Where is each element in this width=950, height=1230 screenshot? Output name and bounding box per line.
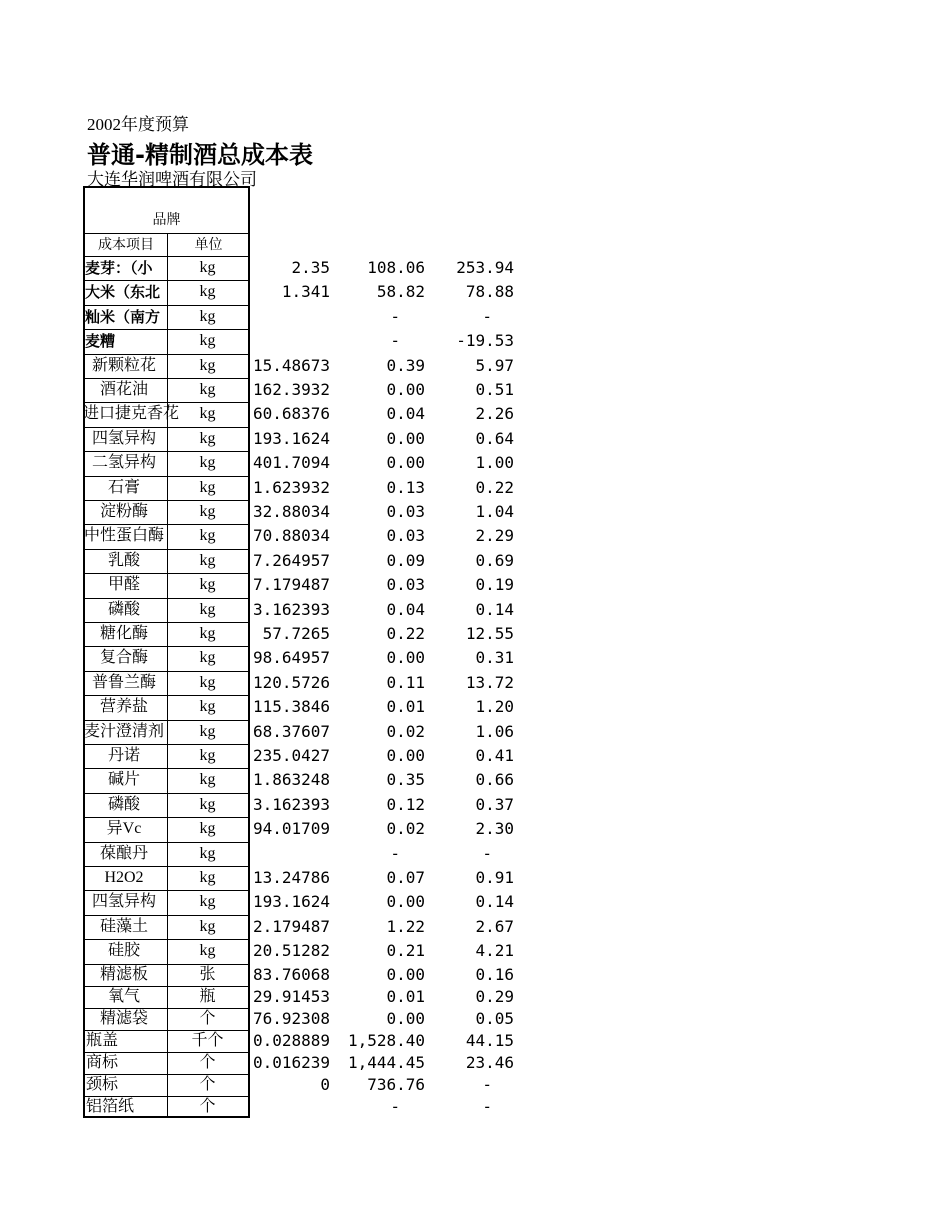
cost-item-name: 商标 xyxy=(86,1053,119,1071)
amount-cell: 23.46 xyxy=(465,1052,514,1072)
unit-cell: kg xyxy=(199,820,216,838)
cost-item-name: 葆酿丹 xyxy=(99,844,148,862)
amount-cell: 0.14 xyxy=(475,599,514,619)
unit-cell: 个 xyxy=(199,1009,216,1027)
unit-price-cell: 94.01709 xyxy=(252,819,330,839)
quantity-cell: - xyxy=(390,843,400,863)
cost-item-name: 硅藻土 xyxy=(99,917,148,935)
amount-cell: 0.05 xyxy=(475,1008,514,1028)
unit-cell: kg xyxy=(199,893,216,911)
unit-price-cell: 7.264957 xyxy=(252,550,330,570)
unit-cell: 张 xyxy=(199,965,216,983)
cost-item-name: 氧气 xyxy=(107,987,140,1005)
amount-cell: 0.91 xyxy=(475,868,514,887)
cost-item-name: 进口捷克香花 xyxy=(83,405,180,423)
brand-label: 品牌 xyxy=(152,212,181,228)
amount-cell: 0.16 xyxy=(475,964,514,984)
unit-cell: kg xyxy=(199,307,216,325)
quantity-cell: 108.06 xyxy=(367,258,425,277)
amount-cell: 253.94 xyxy=(456,258,514,277)
unit-price-cell: 57.7265 xyxy=(262,624,330,643)
cost-item-name: 麦汁澄清剂 xyxy=(83,722,164,740)
cost-item-name: H2O2 xyxy=(104,869,144,886)
company-name: 大连华润啤酒有限公司 xyxy=(87,170,257,189)
unit-price-cell: 162.3932 xyxy=(252,380,330,399)
unit-cell: kg xyxy=(199,698,216,716)
unit-cell: kg xyxy=(199,332,216,350)
unit-price-cell: 0.028889 xyxy=(252,1030,330,1050)
quantity-cell: 0.04 xyxy=(386,404,425,424)
amount-cell: 1.06 xyxy=(475,721,514,741)
unit-price-cell: 2.179487 xyxy=(252,916,330,936)
cost-item-name: 酒花油 xyxy=(99,381,148,398)
unit-cell: 个 xyxy=(199,1075,216,1093)
quantity-cell: 0.00 xyxy=(386,746,425,765)
cost-item-name: 石膏 xyxy=(107,478,140,496)
quantity-cell: 0.00 xyxy=(386,964,425,984)
quantity-cell: 0.39 xyxy=(386,355,425,375)
unit-cell: kg xyxy=(199,600,216,618)
cost-item-name: 四氢异构 xyxy=(91,429,156,447)
amount-cell: 13.72 xyxy=(465,672,514,692)
unit-cell: kg xyxy=(199,771,216,789)
quantity-cell: 0.12 xyxy=(386,794,425,814)
amount-cell: 44.15 xyxy=(465,1030,514,1050)
unit-price-cell xyxy=(250,1096,330,1118)
quantity-cell: 0.00 xyxy=(386,380,425,399)
unit-price-cell xyxy=(250,329,330,353)
unit-price-cell: 0 xyxy=(320,1074,330,1094)
brand-header-cell xyxy=(85,188,248,234)
cost-item-name: 硅胶 xyxy=(107,942,140,960)
quantity-cell: - xyxy=(390,306,400,326)
cost-item-name: 瓶盖 xyxy=(86,1031,119,1049)
unit-cell: kg xyxy=(199,844,216,862)
cost-item-name: 麦糟 xyxy=(85,332,116,351)
cost-item-name: 四氢异构 xyxy=(91,893,156,911)
quantity-cell: 0.02 xyxy=(386,819,425,839)
quantity-cell: - xyxy=(390,331,400,351)
unit-price-cell: 3.162393 xyxy=(252,794,330,814)
unit-cell: kg xyxy=(199,625,216,642)
cost-item-name: 淀粉酶 xyxy=(99,503,148,520)
amount-cell: 0.14 xyxy=(475,892,514,912)
unit-price-cell: 115.3846 xyxy=(252,697,330,717)
amount-cell: 2.26 xyxy=(475,404,514,424)
unit-cell: kg xyxy=(199,478,216,496)
amount-cell: 1.00 xyxy=(475,453,514,473)
cost-item-name: 碱片 xyxy=(107,771,140,789)
unit-cell: kg xyxy=(199,747,216,764)
amount-cell: - xyxy=(482,306,492,326)
amount-cell: 0.22 xyxy=(475,477,514,497)
amount-cell: 1.04 xyxy=(475,502,514,521)
unit-cell: kg xyxy=(199,356,216,374)
quantity-cell: 0.35 xyxy=(386,770,425,790)
quantity-cell: 0.00 xyxy=(386,1008,425,1028)
unit-cell: kg xyxy=(199,942,216,960)
unit-cell: kg xyxy=(199,405,216,423)
unit-cell: kg xyxy=(199,576,216,594)
unit-price-cell: 32.88034 xyxy=(252,502,330,521)
quantity-cell: 0.11 xyxy=(386,672,425,692)
amount-cell: 2.30 xyxy=(475,819,514,839)
unit-cell: kg xyxy=(199,551,216,569)
unit-price-cell: 7.179487 xyxy=(252,575,330,595)
cost-item-name: 籼米（南方 xyxy=(85,307,161,326)
cost-item-name: 精滤袋 xyxy=(99,1009,148,1027)
cost-item-name: 精滤板 xyxy=(99,965,148,983)
quantity-cell: 0.22 xyxy=(386,624,425,643)
amount-cell: - xyxy=(482,1074,492,1094)
page-title: 普通-精制酒总成本表 xyxy=(87,141,313,169)
cost-item-name: 铝箔纸 xyxy=(86,1097,135,1115)
quantity-cell: 0.21 xyxy=(386,941,425,961)
unit-cell: kg xyxy=(199,722,216,740)
cost-item-name: 甲醛 xyxy=(107,576,140,594)
budget-year-label: 2002年度预算 xyxy=(87,115,189,134)
amount-cell: 0.29 xyxy=(475,986,514,1006)
unit-price-cell: 20.51282 xyxy=(252,941,330,961)
unit-cell: kg xyxy=(199,673,216,691)
unit-price-cell: 2.35 xyxy=(291,258,330,277)
amount-cell: 0.19 xyxy=(475,575,514,595)
amount-cell: 0.66 xyxy=(475,770,514,790)
quantity-cell: 0.01 xyxy=(386,986,425,1006)
unit-cell: kg xyxy=(199,454,216,472)
unit-cell: kg xyxy=(199,503,216,520)
quantity-cell: - xyxy=(390,1096,400,1116)
unit-cell: 个 xyxy=(199,1053,216,1071)
quantity-cell: 736.76 xyxy=(367,1074,425,1094)
amount-cell: 2.29 xyxy=(475,526,514,546)
unit-cell: kg xyxy=(199,869,216,886)
unit-cell: kg xyxy=(199,649,216,667)
quantity-cell: 0.03 xyxy=(386,526,425,546)
quantity-cell: 1.22 xyxy=(386,916,425,936)
amount-cell: - xyxy=(482,843,492,863)
quantity-cell: 1,444.45 xyxy=(347,1052,425,1072)
cost-item-name: 大米（东北 xyxy=(85,283,161,302)
quantity-cell: 0.00 xyxy=(386,453,425,473)
amount-cell: 2.67 xyxy=(475,916,514,936)
unit-cell: 个 xyxy=(199,1097,216,1115)
quantity-cell: 0.07 xyxy=(386,868,425,887)
unit-cell: kg xyxy=(199,381,216,398)
unit-price-cell: 98.64957 xyxy=(252,648,330,668)
unit-price-cell: 83.76068 xyxy=(252,964,330,984)
amount-cell: 0.51 xyxy=(475,380,514,399)
quantity-cell: 0.00 xyxy=(386,648,425,668)
cost-item-name: 糖化酶 xyxy=(99,625,148,642)
amount-cell: -19.53 xyxy=(456,331,514,351)
unit-price-cell: 1.341 xyxy=(281,282,330,302)
amount-cell: 5.97 xyxy=(475,355,514,375)
unit-cell: kg xyxy=(199,917,216,935)
cost-item-name: 颈标 xyxy=(86,1075,119,1093)
unit-price-cell: 401.7094 xyxy=(252,453,330,473)
amount-cell: - xyxy=(482,1096,492,1116)
quantity-cell: 0.04 xyxy=(386,599,425,619)
amount-cell: 0.41 xyxy=(475,746,514,765)
unit-price-cell: 193.1624 xyxy=(252,428,330,448)
unit-price-cell xyxy=(250,842,330,866)
unit-cell: kg xyxy=(199,527,216,545)
amount-cell: 0.37 xyxy=(475,794,514,814)
quantity-cell: 0.09 xyxy=(386,550,425,570)
amount-cell: 12.55 xyxy=(465,624,514,643)
quantity-cell: 0.03 xyxy=(386,575,425,595)
unit-price-cell: 68.37607 xyxy=(252,721,330,741)
unit-price-cell: 13.24786 xyxy=(252,868,330,887)
cost-item-name: 新颗粒花 xyxy=(91,356,156,374)
unit-price-cell: 70.88034 xyxy=(252,526,330,546)
cost-item-name: 二氢异构 xyxy=(91,454,156,472)
unit-cell: 千个 xyxy=(191,1031,224,1049)
quantity-cell: 1,528.40 xyxy=(347,1030,425,1050)
unit-price-cell: 15.48673 xyxy=(252,355,330,375)
unit-price-cell: 1.623932 xyxy=(252,477,330,497)
cost-item-name: 乳酸 xyxy=(107,551,140,569)
quantity-cell: 0.13 xyxy=(386,477,425,497)
cost-item-name: 麦芽：（小 xyxy=(85,259,153,277)
column-header-item: 成本项目 xyxy=(98,237,154,253)
unit-price-cell: 76.92308 xyxy=(252,1008,330,1028)
unit-price-cell: 29.91453 xyxy=(252,986,330,1006)
unit-cell: kg xyxy=(199,259,216,276)
unit-price-cell: 0.016239 xyxy=(252,1052,330,1072)
cost-item-name: 营养盐 xyxy=(99,698,148,716)
quantity-cell: 0.02 xyxy=(386,721,425,741)
unit-cell: kg xyxy=(199,283,216,301)
amount-cell: 4.21 xyxy=(475,941,514,961)
cost-item-name: 丹诺 xyxy=(107,747,140,764)
cost-item-name: 异Vc xyxy=(106,820,142,838)
amount-cell: 78.88 xyxy=(465,282,514,302)
column-header-unit: 单位 xyxy=(194,237,223,253)
unit-price-cell: 3.162393 xyxy=(252,599,330,619)
unit-cell: kg xyxy=(199,795,216,813)
cost-item-name: 磷酸 xyxy=(107,600,140,618)
cost-item-name: 磷酸 xyxy=(107,795,140,813)
cost-item-name: 复合酶 xyxy=(99,649,148,667)
quantity-cell: 0.03 xyxy=(386,502,425,521)
quantity-cell: 0.00 xyxy=(386,892,425,912)
quantity-cell: 0.00 xyxy=(386,428,425,448)
unit-price-cell: 1.863248 xyxy=(252,770,330,790)
cost-item-name: 中性蛋白酶 xyxy=(83,527,164,545)
cost-item-name: 普鲁兰酶 xyxy=(91,673,156,691)
amount-cell: 0.31 xyxy=(475,648,514,668)
unit-price-cell: 120.5726 xyxy=(252,672,330,692)
unit-price-cell: 193.1624 xyxy=(252,892,330,912)
unit-price-cell: 235.0427 xyxy=(252,746,330,765)
unit-price-cell: 60.68376 xyxy=(252,404,330,424)
amount-cell: 0.64 xyxy=(475,428,514,448)
unit-cell: 瓶 xyxy=(199,987,216,1005)
unit-price-cell xyxy=(250,305,330,329)
quantity-cell: 0.01 xyxy=(386,697,425,717)
amount-cell: 0.69 xyxy=(475,550,514,570)
amount-cell: 1.20 xyxy=(475,697,514,717)
quantity-cell: 58.82 xyxy=(376,282,425,302)
unit-cell: kg xyxy=(199,429,216,447)
